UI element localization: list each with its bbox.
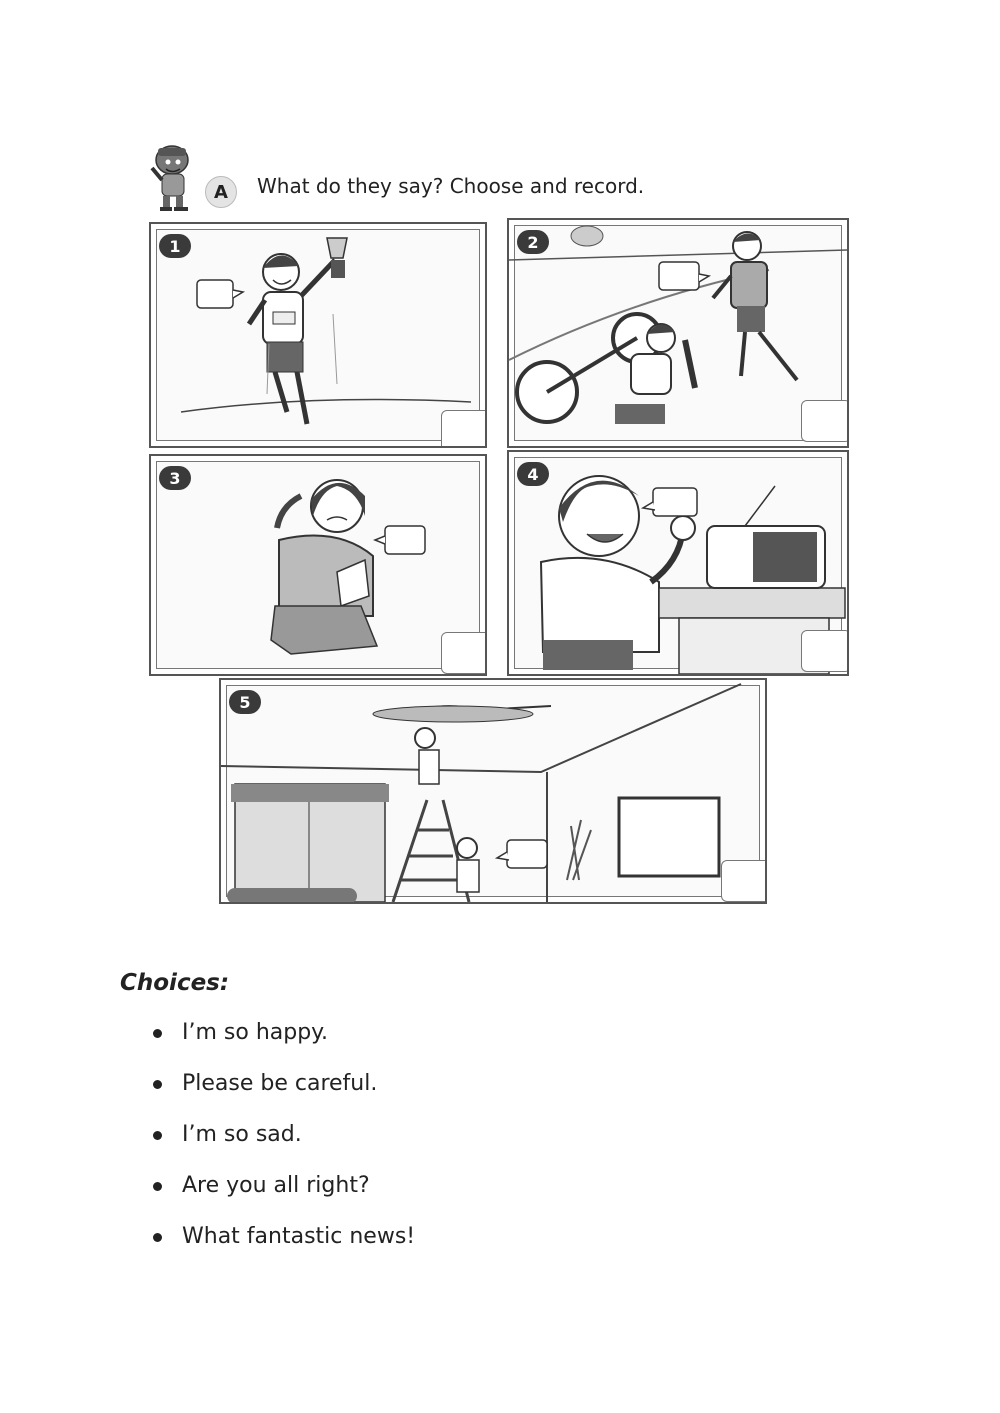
panel-number: 2	[517, 230, 549, 254]
boy-fell-off-bicycle-illustration	[509, 220, 847, 446]
panel-number: 1	[159, 234, 191, 258]
man-on-ladder-fixing-fan-illustration	[221, 680, 765, 902]
panel-number: 4	[517, 462, 549, 486]
choices-heading: Choices:	[120, 970, 230, 996]
choices-list	[150, 1018, 415, 1273]
choice-item: Please be careful.	[150, 1069, 415, 1120]
choice-item: I’m so sad.	[150, 1120, 415, 1171]
instruction-text: What do they say? Choose and record.	[257, 174, 645, 198]
girl-crying-with-cat-illustration	[151, 456, 485, 674]
boy-with-trophy-illustration	[151, 224, 485, 446]
answer-box-1[interactable]	[441, 410, 487, 448]
panel-number: 5	[229, 690, 261, 714]
panel-number: 3	[159, 466, 191, 490]
choice-item: I’m so happy.	[150, 1018, 415, 1069]
mascot-icon	[150, 140, 200, 212]
answer-box-3[interactable]	[441, 632, 487, 674]
answer-box-4[interactable]	[801, 630, 849, 672]
choice-item: Are you all right?	[150, 1171, 415, 1222]
choice-item: What fantastic news!	[150, 1222, 415, 1273]
panel-4	[507, 450, 849, 676]
exercise-badge: A	[205, 176, 237, 208]
panel-1	[149, 222, 487, 448]
panel-3	[149, 454, 487, 676]
answer-box-2[interactable]	[801, 400, 849, 442]
panel-2	[507, 218, 849, 448]
panel-5	[219, 678, 767, 904]
answer-box-5[interactable]	[721, 860, 767, 902]
boy-listening-to-radio-illustration	[509, 452, 847, 674]
